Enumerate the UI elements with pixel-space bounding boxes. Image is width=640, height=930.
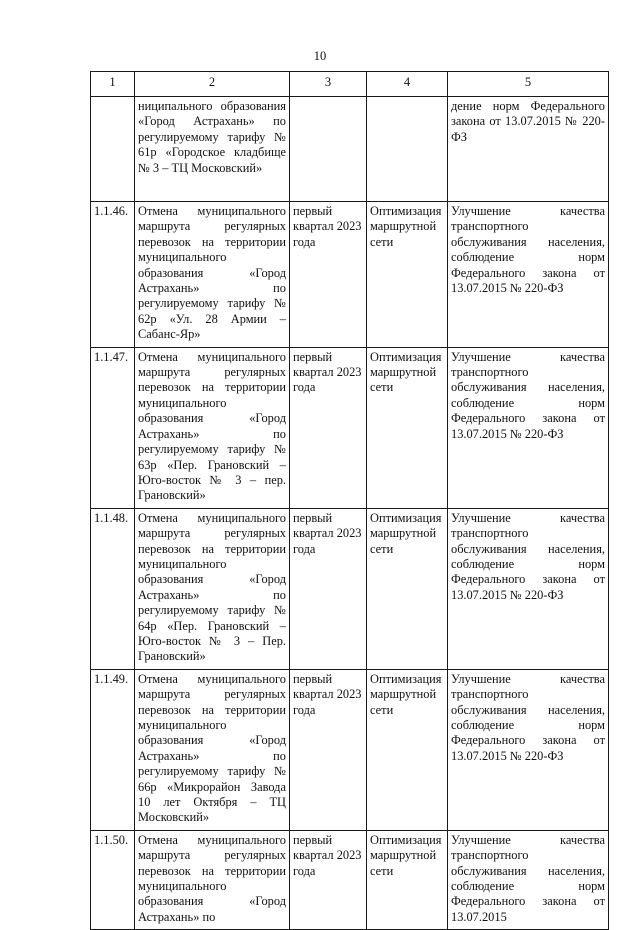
table-row (91, 202, 609, 348)
row-term: первый квартал 2023 года (290, 830, 367, 929)
column-header-4: 4 (367, 72, 448, 97)
row-term: первый квартал 2023 года (290, 347, 367, 508)
row-goal: Оптимизация маршрутной сети (367, 508, 448, 669)
row-number (91, 97, 135, 202)
row-result: Улучшение качества транспортного обслуживания населения, соблюдение норм Федерального закона от 13.07.2015 № 220-ФЗ (448, 508, 609, 669)
row-description: Отмена муниципального маршрута регулярных перевозок на территории муниципального образования «Город Астрахань» по регулируемому тарифу № 62р «Ул. 28 Армии – Сабанс-Яр» (135, 202, 290, 348)
row-description: Отмена муниципального маршрута регулярных перевозок на территории муниципального образования «Город Астрахань» по регулируемому тарифу № 66р «Микрорайон Завода 10 лет Октября – ТЦ Московский» (135, 669, 290, 830)
row-description: Отмена муниципального маршрута регулярных перевозок на территории муниципального образования «Город Астрахань» по регулируемому тарифу № 64р «Пер. Грановский – Юго-восток № 3 – Пер. Грановский» (135, 508, 290, 669)
row-description: Отмена муниципального маршрута регулярных перевозок на территории муниципального образования «Город Астрахань» по (135, 830, 290, 929)
table-row (91, 669, 609, 830)
row-result: Улучшение качества транспортного обслуживания населения, соблюдение норм Федерального закона от 13.07.2015 № 220-ФЗ (448, 669, 609, 830)
row-result: дение норм Федерального закона от 13.07.2015 № 220-ФЗ (448, 97, 609, 202)
row-number: 1.1.48. (91, 508, 135, 669)
row-number: 1.1.47. (91, 347, 135, 508)
row-number: 1.1.49. (91, 669, 135, 830)
column-header-2: 2 (135, 72, 290, 97)
row-goal: Оптимизация маршрутной сети (367, 830, 448, 929)
row-goal: Оптимизация маршрутной сети (367, 202, 448, 348)
row-term (290, 97, 367, 202)
row-goal (367, 97, 448, 202)
row-term: первый квартал 2023 года (290, 508, 367, 669)
column-header-3: 3 (290, 72, 367, 97)
page-number: 10 (313, 49, 327, 63)
row-term: первый квартал 2023 года (290, 202, 367, 348)
column-header-5: 5 (448, 72, 609, 97)
row-goal: Оптимизация маршрутной сети (367, 669, 448, 830)
table-row (91, 97, 609, 202)
row-result: Улучшение качества транспортного обслуживания населения, соблюдение норм Федерального закона от 13.07.2015 № 220-ФЗ (448, 347, 609, 508)
row-number: 1.1.46. (91, 202, 135, 348)
row-result: Улучшение качества транспортного обслуживания населения, соблюдение норм Федерального закона от 13.07.2015 (448, 830, 609, 929)
column-header-1: 1 (91, 72, 135, 97)
row-term: первый квартал 2023 года (290, 669, 367, 830)
row-number: 1.1.50. (91, 830, 135, 929)
row-result: Улучшение качества транспортного обслуживания населения, соблюдение норм Федерального закона от 13.07.2015 № 220-ФЗ (448, 202, 609, 348)
row-description: ниципального образования «Город Астрахань» по регулируемому тарифу № 61р «Городское кладбище № 3 – ТЦ Московский» (135, 97, 290, 202)
table-header-row (91, 72, 609, 97)
table-row (91, 830, 609, 929)
table-row (91, 508, 609, 669)
measures-table (90, 71, 609, 930)
row-goal: Оптимизация маршрутной сети (367, 347, 448, 508)
row-description: Отмена муниципального маршрута регулярных перевозок на территории муниципального образования «Город Астрахань» по регулируемому тарифу № 63р «Пер. Грановский – Юго-восток № 3 – пер. Грановский» (135, 347, 290, 508)
table-row (91, 347, 609, 508)
